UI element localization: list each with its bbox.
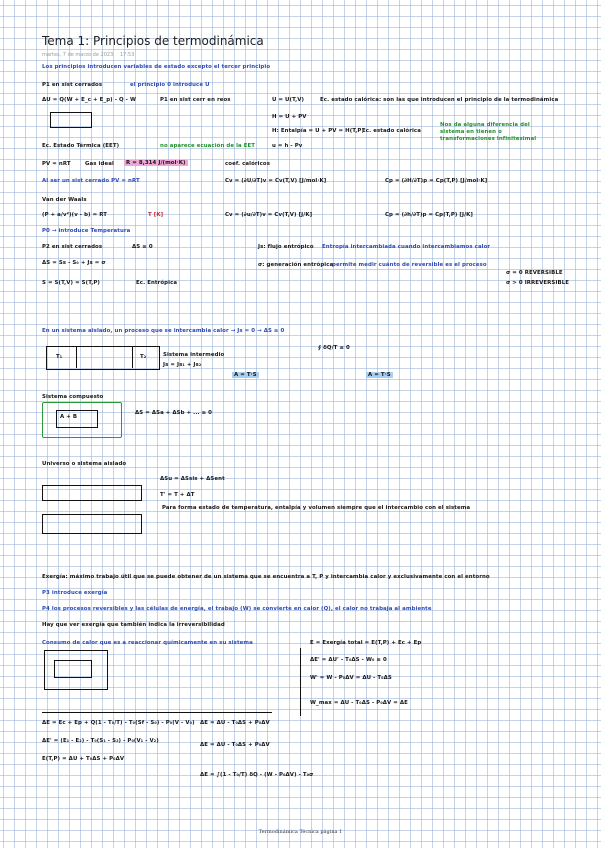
uv-equation: u = h - Pv [272,143,303,149]
temp-unit: T [K] [148,212,164,218]
p3-line: P3 introduce exergía [42,590,108,596]
exergy-definition: Exergía: máximo trabajo útil que se puede obtener de un sistema que se encuentra a T, P y intercambia calor y exclusivamente con el entorno [42,574,490,580]
cp-equation: Cp = (∂H/∂T)p = Cp(T,P) [J/mol·K] [385,178,488,184]
closed-system-line: En un sistema aislado, un proceso que se intercambia calor → Js = 0 → ΔS ≥ 0 [42,328,285,334]
subsystem-ab: A + B [60,414,78,420]
universe-note: Para forma estado de temperatura, entalpía y volumen siempre que el intercambio con el sistema [162,505,471,511]
page-footer: Termodinámica Técnica página 1 [258,829,343,835]
universe-diagram-1 [42,485,142,501]
s-equation: ΔS = Ss - S₀ + Js = σ [42,260,106,266]
p0-line: P0 → introduce Temperatura [42,228,131,234]
h-equation-1: H = U + PV [272,114,307,120]
gas-ideal: Gas ideal [85,161,114,167]
s-flux-note: Entropía intercambiada cuando intercambiamos calor [322,244,491,250]
page-title: Tema 1: Principios de termodinámica [42,34,264,48]
composite-equation: ΔS = ΔSa + ΔSb + ... ≥ 0 [135,410,213,416]
irreversible-label: σ > 0 IRREVERSIBLE [506,280,570,286]
mini-diagram [50,112,92,128]
page-time: 17:53 [120,52,135,58]
universe-equation: ΔSu = ΔSsis + ΔSent [160,476,225,482]
vdw-equation: (P + a/v²)(v - b) = RT [42,212,107,218]
h-note: Ec. estado calórica [362,128,421,134]
coef-heading: coef. calóricos [225,161,271,167]
p2-equation: ΔS ≥ 0 [132,244,153,250]
example-line: Consumo de calor que es a reaccionar químicamente en su sistema [42,640,253,646]
gas-equation: PV = nRT [42,161,71,167]
bottom-eq-5: ΔE = ∫(1 - T₀/T) δQ - (W - P₀ΔV) - T₀σ [200,772,314,778]
p1-sub: el principio 0 introduce U [130,82,210,88]
bottom-eq-2: ΔE' = (E₁ - E₂) - T₀(S₁ - S₂) - P₀(V₁ - V₂) [42,738,159,744]
useful-line: Hay que ver exergía que también indica la irreversibilidad [42,622,225,628]
tank-note: Sistema intermedio [163,352,225,358]
p4-line: P4 los procesos reversibles y las células de energía, el trabajo (W) se convierte en calor (Q), el calor no trabaja al ambiente [42,606,432,612]
tank-t1: T₁ [56,354,63,360]
right-eq-1: E = Exergía total = E(T,P) + Ec + Ep [310,640,422,646]
side-note: Nos da alguna diferencia del sistema en tienen o transformaciones infinitesimal [440,122,537,142]
isolated-heading: Universo o sistema aislado [42,461,127,467]
s-flux: Js: flujo entrópico [258,244,314,250]
bottom-eq-3: E(T,P) = ΔU + T₀ΔS + P₀ΔV [42,756,125,762]
tank-t2: T₂ [140,354,147,360]
right-eq-3: W' = W - P₀ΔV = ΔU - T₀ΔS [310,675,392,681]
p1-equation: ΔU = Q(W + E_c + E_p) - Q - W [42,97,137,103]
universe-diagram-2 [42,514,142,534]
eet-note: no aparece ecuación de la EET [160,143,256,149]
gas-constant: R = 8,314 J/(mol·K) [126,160,186,166]
reversible-label: σ = 0 REVERSIBLE [506,270,563,276]
cp2-equation: Cp = (∂h/∂T)p = Cp(T,P) [J/K] [385,212,473,218]
intro-line: Los principios introducen variables de estado excepto el tercer principio [42,64,271,70]
p2-heading: P2 en sist cerrados [42,244,103,250]
ideal-line: Al ser un sist cerrado PV = nRT [42,178,140,184]
s-function: S = S(T,V) = S(T,P) [42,280,100,286]
right-eq-2: ΔE' = ΔU' - T₀ΔS - W₀ ≥ 0 [310,657,387,663]
state-note: Ec. estado calórica: son las que introducen el principio de la termodinámica [320,97,559,103]
state-equation: U = U(T,V) [272,97,305,103]
ar-box: A = T·S [234,372,257,378]
entropy-eq-label: Ec. Entrópica [136,280,178,286]
p1-heading: P1 en sist cerrados [42,82,103,88]
h-equation-2: H: Entalpía = U + PV = H(T,P) [272,128,365,134]
bottom-eq-4: ΔE = ΔU - T₀ΔS + P₀ΔV [200,720,270,726]
sigma-note: permite medir cuánto de reversible es el proceso [332,262,487,268]
tank-equation: Js = Js₁ + Js₂ [163,362,202,368]
eet-label: Ec. Estado Térmica (EET) [42,143,120,149]
bottom-eq-6: ΔE = ΔU - T₀ΔS + P₀ΔV [200,742,270,748]
cv-equation: Cv = (∂U/∂T)v = Cv(T,V) [J/mol·K] [225,178,327,184]
ab-box: A = T·S [368,372,391,378]
tprime: T' = T + ΔT [160,492,195,498]
right-eq-4: W_max = ΔU - T₀ΔS - P₀ΔV = ΔE [310,700,408,706]
sigma-label: σ: generación entrópica [258,262,334,268]
composite-heading: Sistema compuesto [42,394,104,400]
cv2-equation: Cv = (∂u/∂T)v = Cv(T,V) [J/K] [225,212,313,218]
right-inequality: ∮ δQ/T ≤ 0 [318,345,350,351]
p1-tag: P1 en sist cerr en reos [160,97,231,103]
vdw-title: Van der Waals [42,197,87,203]
bottom-eq-1: ΔE = Ec + Ep + Q(1 - T₀/T) - T₀(Sf - S₀) - P₀(V - V₀) [42,720,195,726]
page-date: martes, 7 de marzo de 2023 [42,52,114,58]
